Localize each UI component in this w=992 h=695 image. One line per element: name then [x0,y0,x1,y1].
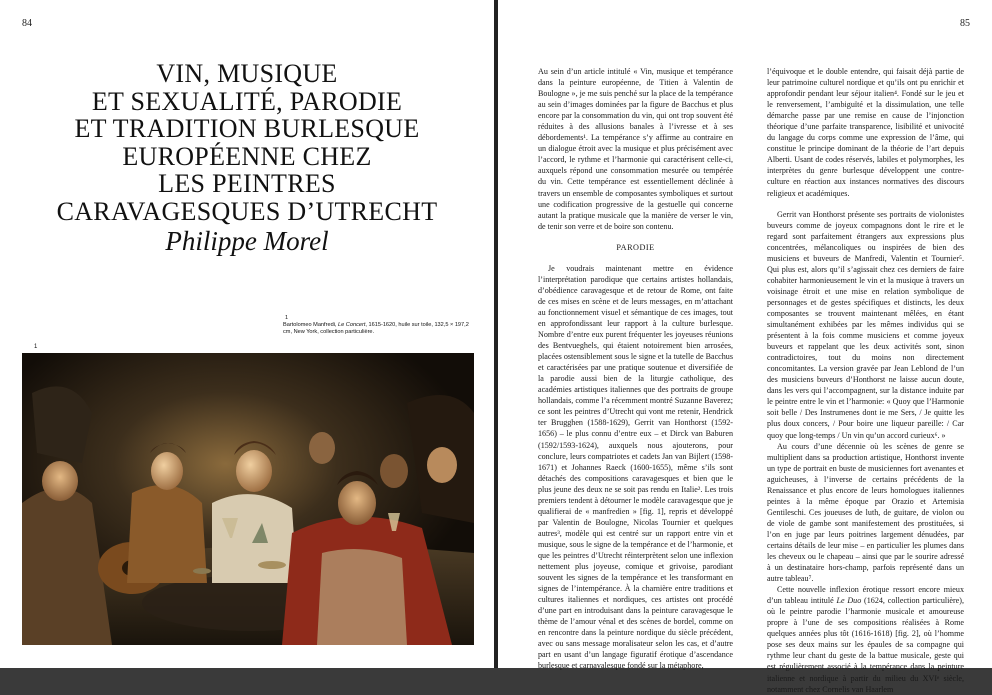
caption-details: , 1615-1620, huile sur toile, 132,5 × 197,2 cm, New York, collection particulière. [283,322,469,335]
title-line: EUROPÉENNE CHEZ [122,141,372,171]
intro-paragraph: Au sein d’un article intitulé « Vin, musique et tempérance dans la peinture européenne, de Titien à Valentin de Boulogne », je me suis penché sur la place de la tempérance au sein d’images dominées par la figure de Bacchus et plus encore par la consommation du vin, qui ont trop souvent été réduites à des allusions banales à l’ivresse et à ses débordements¹. La tempérance s’y affirme au contraire en un dialogue étroit avec la musique et plus précisément avec l’accord, le rythme et l’harmonie qui caractérisent celle-ci, auxquels répond une consommation mesurée ou tempérée du vin. Cette tempérance est essentiellement déclinée à travers un ensemble de composantes symboliques et surtout une codification progressive de la gestuelle qui concerne autant la pratique musicale que la manière de verser le vin, de tenir son verre et de boire son contenu. [538,67,733,231]
caption-title: Le Concert [338,322,366,328]
section-heading: PARODIE [616,242,655,252]
left-page [0,0,494,668]
body-paragraph: Gerrit van Honthorst présente ses portraits de violonistes buveurs comme de joyeux compagnons dont le rire et le regard sont parfaitement étrangers aux expressions plus concentrées, mélancoliques ou inspirées de bien des musiciens et buveurs de Manfredi, Valentin et Tournier⁵. Qui plus est, alors qu’il s’agissait chez ces derniers de faire cohabiter harmonieusement le vin et la musique à travers un voisinage étroit et une mise en relation symbolique de personnages et de gestes spécifiques et distincts, les deux composantes se trouvent maintenant mêlées, en étant simultanément exhibées par les mêmes individus qui se présentent à la fois comme musiciens et comme joyeux buveurs et rappelant que les deux activités sont, sinon contradictoires, tout du moins non directement concomitantes. La version gravée par Jean Leblond de l’un des musiciens buveurs d’Honthorst ne laisse aucun doute, dans les vers qui l’accompagnent, sur la distance induite par le peintre entre le vin et l’harmonie: « Quoy que l’Harmonie soit belle / Des Instrumenes dont ie me Sers, / Je quitte les plus doux concers, / Pour boire une liqueur pareille: / Car quoy que long-temps / Un vin qu’un accord curieux⁶. » [767,209,964,440]
page-number-right: 85 [960,18,970,29]
title-line: VIN, MUSIQUE [156,59,338,88]
title-line: ET TRADITION BURLESQUE [74,114,420,143]
caption-artist: Bartolomeo Manfredi, [283,322,339,328]
title-line: LES PEINTRES [158,169,336,198]
artwork-title: Le Duo [836,596,862,606]
text-run: (1624, collection particulière), où le peintre parodie l’harmonie musicale et amoureuse propre à l’une de ses compositions réalisées à Rome quelques années plus tôt (1616-1618) [fig. 2], où l’homme pose ses deux mains sur les épaules de sa compagne qui rythme leur chant du geste de la battue musicale, geste qui est régulièrement associé à la tempérance dans la peinture italienne et nordique à partir du milieu du XVIᵉ siècle, notamment chez Cornelis van Haarlem [767,596,964,694]
title-line: ET SEXUALITÉ, PARODIE [91,86,403,116]
baroque-painting-image [22,353,474,645]
body-paragraph: l’équivoque et le double entendre, qui faisait déjà partie de leur patrimoine culturel nordique et qu’ils ont pu enrichir et approfondir pendant leur séjour italien⁴. Fondé sur le jeu et le renversement, l’ambiguïté et la dissimulation, une telle démarche passe par une remise en cause de l’injonction théorique d’une parfaite transparence, lisibilité et univocité du langage du corps comme une expression de l’âme, qui constitue le principe dominant de la théorie de l’art depuis Alberti. Usant de codes réservés, labiles et polymorphes, les interprètes du genre burlesque développent une contre-culture en réaction aux instances normatives des discours religieux et académiques. [767,67,964,198]
text-column-left [538,66,733,671]
article-author: Philippe Morel [165,226,329,256]
body-paragraph: Au cours d’une décennie où les scènes de genre se multiplient dans sa production artistique, Honthorst invente un type de portrait en buste de musiciennes fort avenantes et aguicheuses, à l’inverse de certains précédents de la Renaissance et plus encore de leurs homologues italiennes peintes à la même époque par Orazio et Artemisia Gentileschi. Ces joueuses de luth, de guitare, de violon ou de viole de gambe sont manifestement des prostituées, si l’on en juge par leurs poitrines largement dénudées, par certains détails de leur mise – en particulier les plumes dans les cheveux ou le chapeau – ainsi que par le sourire adressé à un destinataire hors-champ, parfois représenté dans un autre tableau⁷. [767,441,964,584]
text-run: Cette nouvelle inflexion érotique ressort encore mieux d’un tableau intitulé [767,585,964,606]
caption-number: 1 [285,315,289,321]
title-line: CARAVAGESQUES D’UTRECHT [56,196,438,226]
body-paragraph [767,584,964,694]
body-paragraph: Je voudrais maintenant mettre en évidence l’interprétation parodique que certains artistes hollandais, d’obédience caravagesque et de retour de Rome, ont faite de ces mises en scène et de leurs messages, en m’attachant au fonctionnement visuel et sémantique de ces images, tout en approfondissant leur rapport à la culture burlesque. Nombre d’entre eux purent fréquenter les joyeuses réunions des Bentvueghels, qui étaient notoirement bien arrosées, placées ostensiblement sous le signe et la tutelle de Bacchus et caractérisées par une pratique soutenue et diversifiée de la parodie aussi bien de la liturgie catholique, des académies artistiques italiennes que des portraits de groupe hollandais, comme l’a récemment montré Suzanne Baverez; ce sont les peintres d’Utrecht qui vont me retenir, Hendrick ter Brugghen (1588-1629), Gerrit van Honthorst (1592-1656) – le plus connu d’entre eux – et Dirck van Baburen (1592/1593-1624), auxquels nous ajouterons, pour conclure, leurs compatriotes et cadets Jan van Bijlert (1598-1671) et Johannes Raeck (1600-1655), même s’ils sont détachés des compositions caravagesques et bien que le plus jeune des deux ne se soit pas rendu en Italie². Les trois premiers tendent à détourner le modèle caravagesque que je qualifierai de « manfredien » [fig. 1], repris et développé par Valentin de Boulogne, Nicolas Tournier et quelques autres³, modèle qui est centré sur un rapport entre vin et musique, sous le signe de la tempérance et de l’harmonie, et que les peintres d’Utrecht réinterprètent selon une inflexion nettement plus joyeuse, comique et grivoise, parodiant souvent les signes de la tempérance et les transformant en signes de l’intempérance. À la charnière entre traditions et cultures italiennes et nordiques, ces artistes ont procédé d’une part en introduisant dans la peinture caravagesque le thème de l’amour vénal et des scènes de bordel, comme on en rencontre dans la peinture nordique du siècle précédent, avec ou sans message moralisateur selon les cas, et d’autre part en usant d’un langage figuratif érotique d’ascendance burlesque et carnavalesque fondé sur la métaphore, [538,263,733,671]
figure-caption [283,315,473,336]
right-page [498,0,992,694]
page-number-left: 84 [22,18,32,29]
text-column-right [767,66,964,695]
paragraph-gap [767,199,964,209]
figure-number: 1 [34,344,38,350]
article-title [18,60,476,257]
